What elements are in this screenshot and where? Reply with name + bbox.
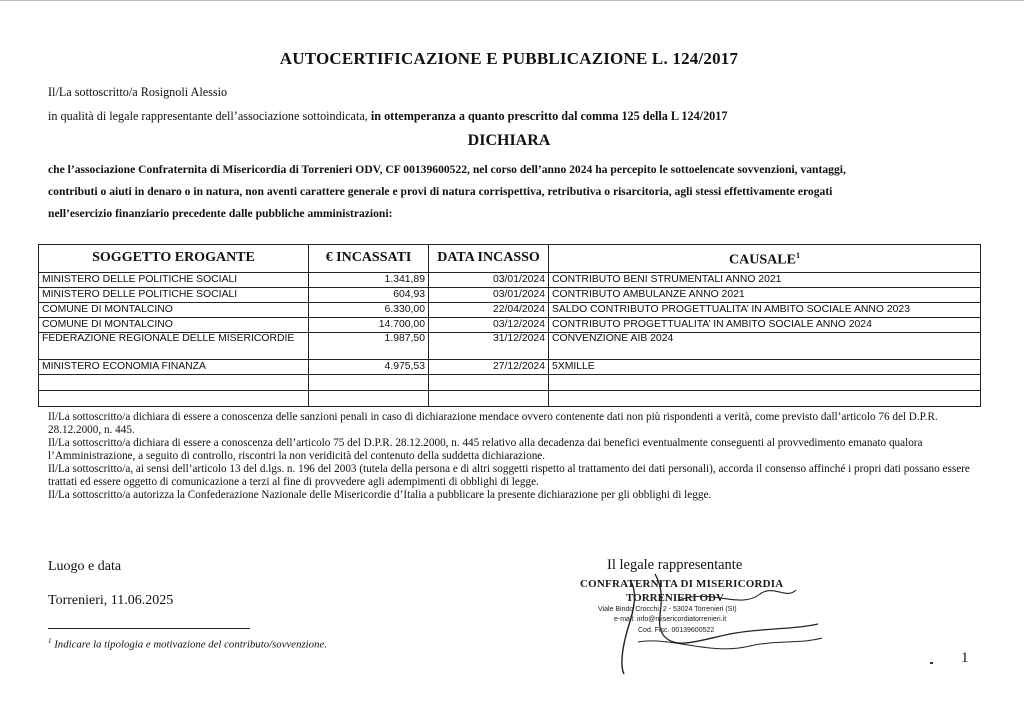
role-line-bold: in ottemperanza a quanto prescritto dal comma 125 della L 124/2017 — [370, 109, 728, 123]
table-row — [39, 317, 981, 332]
cell-empty — [549, 374, 981, 390]
stamp-line: e-mail: info@misericordiatorrenieri.it — [614, 616, 727, 623]
cell-soggetto: FEDERAZIONE REGIONALE DELLE MISERICORDIE — [39, 332, 309, 359]
cell-causale: SALDO CONTRIBUTO PROGETTUALITA’ IN AMBITO SOCIALE ANNO 2023 — [549, 302, 981, 317]
legal-note: Il/La sottoscritto/a dichiara di essere a conoscenza dell’articolo 75 del D.P.R. 28.12.2000, n. 445 relativo alla decadenza dai benefici eventualmente conseguenti al provvedimento emanato qualora l’Amministrazione, a seguito di controllo, riscontri la non veridicità del contenuto della suddetta dichiarazione. — [48, 437, 923, 462]
role-line — [48, 109, 727, 124]
cell-soggetto: COMUNE DI MONTALCINO — [39, 317, 309, 332]
scan-speck — [930, 662, 933, 664]
cell-empty — [429, 390, 549, 406]
legal-notes — [48, 411, 978, 502]
cell-soggetto: MINISTERO ECONOMIA FINANZA — [39, 359, 309, 374]
stamp-line: TORRENIERI ODV — [626, 592, 724, 604]
table-row — [39, 302, 981, 317]
dichiara-heading: DICHIARA — [467, 132, 551, 149]
stamp-line: Viale Bindo Crocchi, 2 - 53024 Torrenieri (SI) — [598, 606, 737, 613]
table-row — [39, 287, 981, 302]
table-header-row — [39, 245, 981, 273]
cell-incassati: 1.341,89 — [309, 272, 429, 287]
declaration-line: nell’esercizio finanziario precedente dalle pubbliche amministrazioni: — [48, 207, 393, 220]
signature-label: Il legale rappresentante — [607, 557, 743, 573]
cell-incassati: 4.975,53 — [309, 359, 429, 374]
cell-incassati: 6.330,00 — [309, 302, 429, 317]
cell-empty — [309, 390, 429, 406]
cell-incassati: 14.700,00 — [309, 317, 429, 332]
cell-data: 31/12/2024 — [429, 332, 549, 359]
header-incassati: € INCASSATI — [309, 245, 429, 273]
legal-note: Il/La sottoscritto/a dichiara di essere a conoscenza delle sanzioni penali in caso di dichiarazione mendace ovvero contenente dati non più rispondenti a verità, come previsto dall’articolo 76 del D.P.R. 28.12.2000, n. 445. — [48, 411, 938, 436]
cell-causale: CONTRIBUTO PROGETTUALITA’ IN AMBITO SOCIALE ANNO 2024 — [549, 317, 981, 332]
cell-empty — [429, 374, 549, 390]
table-row-empty — [39, 374, 981, 390]
cell-empty — [39, 390, 309, 406]
cell-incassati: 604,93 — [309, 287, 429, 302]
table-row — [39, 359, 981, 374]
cell-data: 03/01/2024 — [429, 287, 549, 302]
cell-data: 03/01/2024 — [429, 272, 549, 287]
stamp-line: Cod. Fisc. 00139600522 — [638, 627, 715, 634]
cell-empty — [39, 374, 309, 390]
scan-top-edge — [0, 0, 1024, 1]
stamp-line: CONFRATERNITA DI MISERICORDIA — [580, 578, 784, 590]
header-causale-text: CAUSALE — [729, 252, 796, 268]
cell-causale: CONVENZIONE AIB 2024 — [549, 332, 981, 359]
cell-soggetto: MINISTERO DELLE POLITICHE SOCIALI — [39, 272, 309, 287]
header-causale-footnote-ref: 1 — [795, 251, 800, 260]
document-title: AUTOCERTIFICAZIONE E PUBBLICAZIONE L. 124/2017 — [279, 49, 739, 68]
footnote — [48, 637, 327, 651]
cell-soggetto: MINISTERO DELLE POLITICHE SOCIALI — [39, 287, 309, 302]
header-soggetto: SOGGETTO EROGANTE — [39, 245, 309, 273]
cell-data: 27/12/2024 — [429, 359, 549, 374]
cell-data: 22/04/2024 — [429, 302, 549, 317]
table-row-empty — [39, 390, 981, 406]
header-data-incasso: DATA INCASSO — [429, 245, 549, 273]
footnote-divider — [48, 628, 250, 629]
declaration-line: contributi o aiuti in denaro o in natura, non aventi carattere generale e provi di natura corrispettiva, retributiva o risarcitoria, agli stessi effettivamente erogati — [48, 185, 833, 198]
declaration-line: che l’associazione Confraternita di Misericordia di Torrenieri ODV, CF 00139600522, nel corso dell’anno 2024 ha percepito le sottoelencate sovvenzioni, vantaggi, — [48, 163, 846, 176]
contributions-table — [38, 244, 981, 407]
cell-causale: CONTRIBUTO BENI STRUMENTALI ANNO 2021 — [549, 272, 981, 287]
cell-causale: CONTRIBUTO AMBULANZE ANNO 2021 — [549, 287, 981, 302]
place-date-value: Torrenieri, 11.06.2025 — [48, 593, 174, 608]
footnote-text: Indicare la tipologia e motivazione del contributo/sovvenzione. — [54, 638, 327, 651]
legal-note: Il/La sottoscritto/a autorizza la Confederazione Nazionale delle Misericordie d’Italia a pubblicare la presente dichiarazione per gli obblighi di legge. — [48, 489, 712, 501]
legal-note: Il/La sottoscritto/a, ai sensi dell’articolo 13 del d.lgs. n. 196 del 2003 (tutela della persona e di altri soggetti rispetto al trattamento dei dati personali), accorda il consenso affinché i propri dati possano essere trattati ed essere oggetto di comunicazione a terzi al fine di provvedere agli adempimenti di obblighi di legge. — [48, 463, 970, 488]
handwritten-signature — [560, 570, 840, 680]
cell-empty — [549, 390, 981, 406]
signer-line: Il/La sottoscritto/a Rosignoli Alessio — [48, 85, 228, 99]
footnote-marker: 1 — [48, 637, 52, 645]
page-number: 1 — [961, 650, 969, 666]
role-line-normal: in qualità di legale rappresentante dell’associazione sottoindicata, — [48, 109, 371, 123]
place-date-label: Luogo e data — [48, 559, 122, 574]
cell-empty — [309, 374, 429, 390]
cell-soggetto: COMUNE DI MONTALCINO — [39, 302, 309, 317]
table-row — [39, 272, 981, 287]
cell-data: 03/12/2024 — [429, 317, 549, 332]
header-causale — [549, 245, 981, 273]
cell-incassati: 1.987,50 — [309, 332, 429, 359]
cell-causale: 5XMILLE — [549, 359, 981, 374]
table-row — [39, 332, 981, 359]
